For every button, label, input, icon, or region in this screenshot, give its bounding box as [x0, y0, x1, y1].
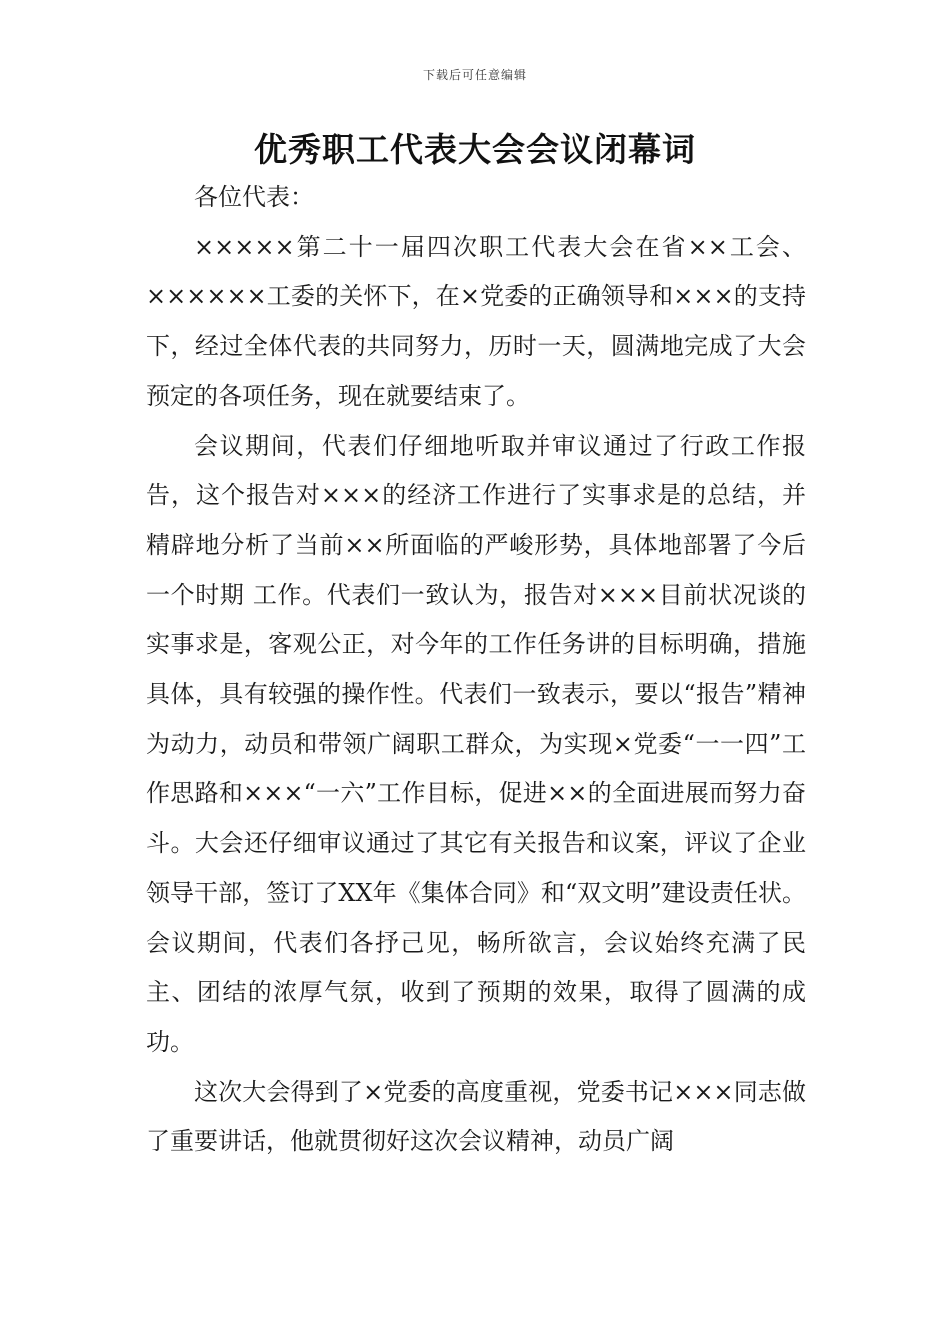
body-paragraph: ×××××第二十一届四次职工代表大会在省××工会、××××××工委的关怀下，在×党委的正确领导和×××的支持下，经过全体代表的共同努力，历时一天，圆满地完成了大会预定的各项任务，现在就要结束了。	[146, 232, 806, 410]
body-paragraph: 会议期间，代表们仔细地听取并审议通过了行政工作报告，这个报告对×××的经济工作进行了实事求是的总结，并精辟地分析了当前××所面临的严峻形势，具体地部署了今后一个时期 工作。代表们一致认为，报告对×××目前状况谈的实事求是，客观公正，对今年的工作任务讲的目标明确，措施具体，具有较强的操作性。代表们一致表示，要以“报告”精神为动力，动员和带领广阔职工群众，为实现×党委“一一四”工作思路和×××“一六”工作目标，促进××的全面进展而努力奋斗。大会还仔细审议通过了其它有关报告和议案，评议了企业领导干部，签订了XX年《集体合同》和“双文明”建设责任状。会议期间，代表们各抒己见，畅所欲言，会议始终充满了民主、团结的浓厚气氛，收到了预期的效果，取得了圆满的成功。	[146, 431, 806, 1056]
body-paragraph: 这次大会得到了×党委的高度重视，党委书记×××同志做了重要讲话，他就贯彻好这次会议精神，动员广阔	[146, 1077, 806, 1156]
document-title: 优秀职工代表大会会议闭幕词	[254, 130, 696, 169]
document-body	[146, 173, 806, 1167]
header-note: 下载后可任意编辑	[422, 68, 527, 82]
salutation-paragraph: 各位代表：	[194, 183, 314, 211]
